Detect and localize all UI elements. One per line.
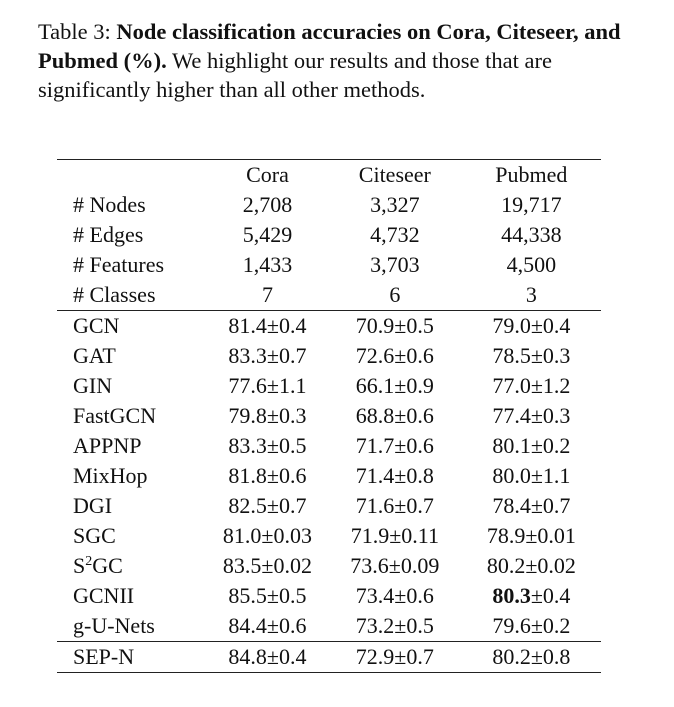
cell-cora: 84.4±0.6 xyxy=(228,613,307,638)
cell-cora: 83.3±0.7 xyxy=(228,343,307,368)
cell-pubmed: 79.6±0.2 xyxy=(492,613,571,638)
row-label-rest: GC xyxy=(92,553,123,578)
cell-citeseer: 71.4±0.8 xyxy=(355,463,434,488)
table-row-ours xyxy=(57,642,601,673)
cell-cora-highlight: 85.5±0.5 xyxy=(228,583,307,608)
caption-bold-title: Node classification accuracies on Cora, Citeseer, and Pubmed (%). xyxy=(38,19,621,73)
cell-citeseer: 71.6±0.7 xyxy=(355,493,434,518)
table-row xyxy=(57,311,601,342)
row-label: g-U-Nets xyxy=(73,613,155,638)
cell-cora: 83.3±0.5 xyxy=(228,433,307,458)
cell-cora: 77.6±1.1 xyxy=(228,373,307,398)
header-pubmed: Pubmed xyxy=(495,162,568,187)
table-row xyxy=(57,341,601,371)
row-label: # Edges xyxy=(73,222,144,247)
row-label-base: S xyxy=(73,553,86,578)
cell-cora: 79.8±0.3 xyxy=(228,403,307,428)
row-label: GCNII xyxy=(73,583,135,608)
row-label: DGI xyxy=(73,493,113,518)
table-header-row xyxy=(57,160,601,191)
table-row xyxy=(57,491,601,521)
cell-pubmed: 4,500 xyxy=(506,252,557,277)
cell-pubmed: 44,338 xyxy=(501,222,562,247)
cell-citeseer: 73.2±0.5 xyxy=(355,613,434,638)
cell-pubmed: 3 xyxy=(525,282,537,307)
row-label: # Features xyxy=(73,252,165,277)
row-label: # Classes xyxy=(73,282,156,307)
results-table xyxy=(57,159,601,673)
header-cora: Cora xyxy=(246,162,289,187)
cell-cora: 82.5±0.7 xyxy=(228,493,307,518)
cell-cora: 2,708 xyxy=(242,192,293,217)
table-row xyxy=(57,611,601,642)
cell-citeseer: 72.6±0.6 xyxy=(355,343,434,368)
table-caption xyxy=(38,17,638,104)
cell-citeseer: 71.7±0.6 xyxy=(355,433,434,458)
cell-cora: 5,429 xyxy=(242,222,293,247)
row-label: # Nodes xyxy=(73,192,146,217)
row-label: GCN xyxy=(73,313,120,338)
cell-citeseer: 68.8±0.6 xyxy=(355,403,434,428)
table-row xyxy=(57,280,601,311)
cell-pubmed-std: ±0.4 xyxy=(530,583,571,608)
row-label: FastGCN xyxy=(73,403,157,428)
row-label-ours: SEP-N xyxy=(73,644,135,669)
cell-citeseer: 6 xyxy=(389,282,401,307)
cell-pubmed-highlight: 80.3 xyxy=(492,583,531,608)
cell-citeseer: 3,327 xyxy=(370,192,420,217)
cell-pubmed: 79.0±0.4 xyxy=(492,313,571,338)
cell-citeseer: 4,732 xyxy=(370,222,420,247)
row-label: APPNP xyxy=(73,433,142,458)
cell-cora: 83.5±0.02 xyxy=(222,553,312,578)
cell-cora: 81.8±0.6 xyxy=(228,463,307,488)
cell-citeseer: 3,703 xyxy=(370,252,420,277)
row-label: MixHop xyxy=(73,463,148,488)
cell-pubmed: 80.2±0.02 xyxy=(486,553,576,578)
cell-pubmed: 80.1±0.2 xyxy=(492,433,571,458)
table-row xyxy=(57,551,601,581)
table-row xyxy=(57,581,601,611)
table-row xyxy=(57,190,601,220)
cell-pubmed: 78.5±0.3 xyxy=(492,343,571,368)
row-label-superscript: 2 xyxy=(85,554,93,569)
cell-pubmed: 77.4±0.3 xyxy=(492,403,571,428)
row-label: GIN xyxy=(73,373,113,398)
cell-cora: 81.4±0.4 xyxy=(228,313,307,338)
cell-pubmed: 77.0±1.2 xyxy=(492,373,571,398)
cell-pubmed: 78.4±0.7 xyxy=(492,493,571,518)
table-row xyxy=(57,461,601,491)
cell-cora: 81.0±0.03 xyxy=(222,523,312,548)
table-row xyxy=(57,431,601,461)
header-citeseer: Citeseer xyxy=(358,162,431,187)
cell-pubmed: 19,717 xyxy=(501,192,562,217)
cell-pubmed: 80.0±1.1 xyxy=(492,463,571,488)
table-row xyxy=(57,250,601,280)
cell-citeseer: 71.9±0.11 xyxy=(350,523,439,548)
header-empty xyxy=(57,160,207,191)
cell-cora: 7 xyxy=(261,282,273,307)
row-label: GAT xyxy=(73,343,116,368)
cell-cora: 1,433 xyxy=(242,252,293,277)
caption-label: Table 3: xyxy=(38,19,111,44)
cell-citeseer-highlight: 73.6±0.09 xyxy=(350,553,440,578)
row-label xyxy=(57,551,207,581)
cell-pubmed xyxy=(462,581,601,611)
row-label: SGC xyxy=(73,523,116,548)
cell-citeseer: 66.1±0.9 xyxy=(355,373,434,398)
table-row xyxy=(57,220,601,250)
cell-citeseer-highlight: 72.9±0.7 xyxy=(355,644,434,669)
table-row xyxy=(57,521,601,551)
cell-citeseer: 70.9±0.5 xyxy=(355,313,434,338)
cell-pubmed: 78.9±0.01 xyxy=(486,523,576,548)
caption-description: We highlight our results and those that are significantly higher than all other methods. xyxy=(38,48,552,102)
cell-citeseer: 73.4±0.6 xyxy=(355,583,434,608)
table-row xyxy=(57,371,601,401)
cell-cora-highlight: 84.8±0.4 xyxy=(228,644,307,669)
table-row xyxy=(57,401,601,431)
cell-pubmed-highlight: 80.2±0.8 xyxy=(492,644,571,669)
